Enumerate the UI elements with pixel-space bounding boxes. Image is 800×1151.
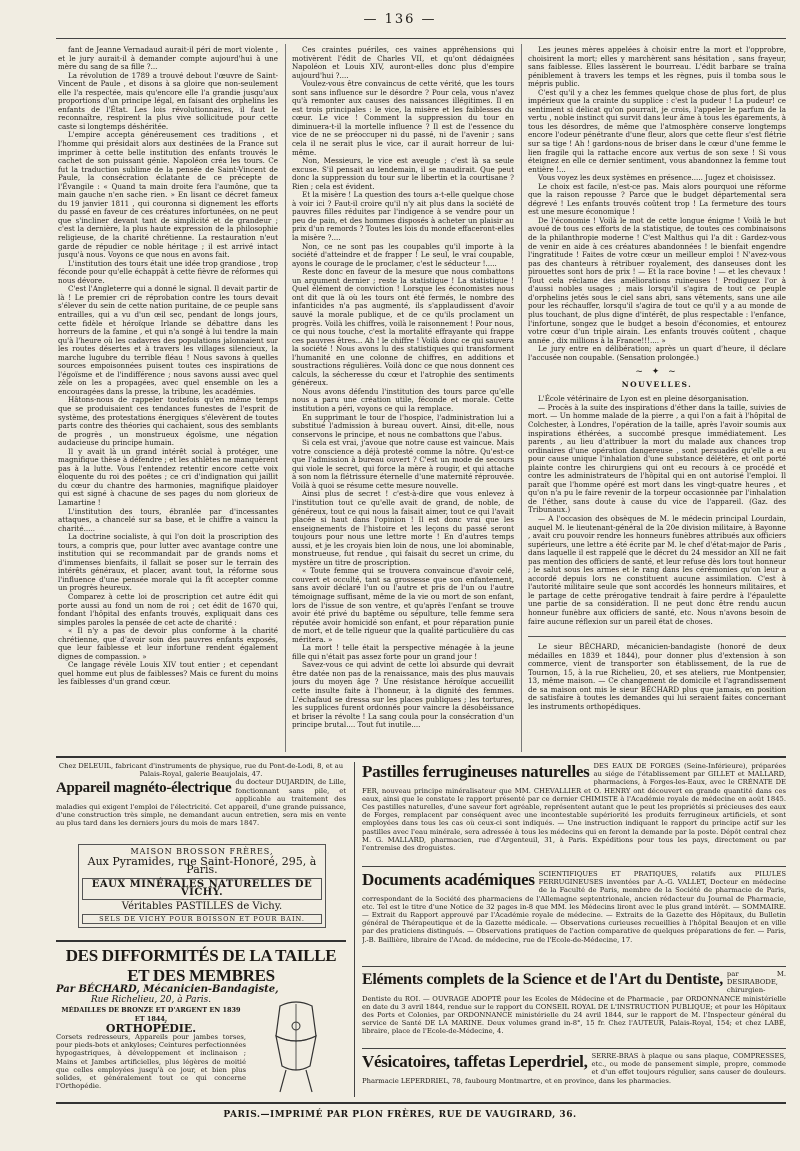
article-paragraph: Reste donc en faveur de la mesure que nous combattons un argument dernier ; reste la statistique ! La statistique ! Quel élément de conviction ! Lorsque les économistes nous ont dit que là où les tours ont été fermés, le nombre des infanticides n'a pas augmenté, ils s'applaudissent d'avoir sauvé la morale publique, et de ce qu'ils proclament un progrès. Voilà les chiffres, voilà le raisonnement ! Pour nous, ce qui nous touche, c'est la mortalité effrayante qui frappe ces pauvres êtres... Ah ! le chiffre ! Voilà donc ce qui sauvera la société ! Nous avons lu des statistiques qui transforment l'humanité en une colonne de chiffres, en additions et soustractions régulières. Voilà donc ce que nous donnent ces calculs, la sécheresse du cœur et l'atrophie des sentiments généreux. (292, 267, 514, 388)
ortho-block (56, 996, 346, 1096)
article-paragraph: De l'économie ! Voilà le mot de cette longue énigme ! Voilà le but avoué de tous ces efforts de la statistique, de toutes ces combinaisons de la philanthropie moderne ! C'est Malthus qui l'a dit : Gardez-vous de venir en aide à ces créatures abandonnées ! le bienfait engendre l'ingratitude ! Faites de votre cœur un meilleur emploi ! N'avez-vous pas des chanteurs à rétribuer royalement, des danseuses dont les pirouettes sont hors de prix ! — Et la race bovine ! — et les chevaux ! Tout cela réclame des améliorations ruineuses ! Prodiguez l'or à d'aussi nobles usages ; mais lorsqu'il s'agira de tout ce peuple d'orphelins jetés sous le ciel sans abri, sans vêtements, sans une aile pour les réchauffer, lorsqu'il s'agira de tout ce qu'il y a au monde de plus touchant, de plus digne d'intérêt, de plus respectable : l'enfance, l'infortune, songez que le budget a besoin d'économies, et entourez votre cœur d'un triple airain. Les enfants trouvés coûtent , chaque année , dix millions à la France!!!.... » (528, 215, 786, 345)
page-number: — 136 — (363, 12, 437, 27)
nouvelles-body (528, 395, 786, 626)
article-paragraph: C'est l'Angleterre qui a donné le signal. Il devait partir de là ! Le premier cri de réprobation contre les tours devait s'élever du sein de cette nation puritaine, de ce peuple sans entrailles, qui a vu d'un œil sec, pendant de longs jours, cette fidèle et héroïque Irlande se débattre dans les horreurs de la famine , et qui n'a songé à lui tendre la main qu'à l'heure où les cadavres des populations jalonnaient sur les routes désertes et à travers les villages silencieux, la marche lugubre du terrible fléau ! Nous savons à quelles sources empoisonnées puisent toutes ces inspirations de l'égoïsme et de l'indifférence ; nous savons aussi avec quel zèle on les a propagées, avec quel ensemble on les a encouragées dans la presse, la tribune, les académies. (58, 284, 278, 396)
ad-documents (362, 870, 786, 962)
elements-text: par M. DESIRABODE, chirurgien-Dentiste du ROI. — OUVRAGE ADOPTÉ pour les Ecoles de Médecine et de Pharmacie , par ORDONNANCE ministérielle en date du 3 avril 1844, rendue sur le rapport du CONSEIL ROYAL DE L'INSTRUCTION PUBLIQUE; et pour les Hôpitaux des Ports et Colonies, par ORDONNANCE ministérielle du 24 avril 1844, sur le rapport de M. l'Inspecteur général du service de Santé DE LA MARINE. Deux volumes grand in-8°, 15 fr. Chez l'AUTEUR, Palais-Royal, 154; et chez LABÉ, libraire, place de l'Ecole-de-Médecine, 4. (362, 970, 786, 1036)
article-paragraph: Non, ce ne sont pas les coupables qu'il importe à la société d'atteindre et de frapper ! Le seul, le vrai coupable, ayons le courage de le proclamer, c'est le séducteur !..... (292, 241, 514, 268)
pastilles-title: Pastilles ferrugineuses naturelles (362, 762, 590, 781)
ornament-divider: ~ ✦ ~ (635, 367, 679, 378)
corset-illustration (250, 996, 342, 1096)
footer-rule (56, 1102, 786, 1104)
ad-vesicatoires (362, 1052, 786, 1096)
documents-title: Documents académiques (362, 870, 535, 889)
vichy-box (78, 844, 326, 928)
article-paragraph: L'institution des tours était une idée trop grandiose , trop féconde pour qu'elle échappât à cette fièvre de réformes qui nous dévore. (58, 258, 278, 285)
ads-column-divider (354, 762, 355, 1097)
article-paragraph: Ainsi plus de secret ! c'est-à-dire que vous enlevez à l'institution tout ce qu'elle avait de grand, de noble, de généreux, tout ce qui nous la faisait aimer, tout ce qui l'avait placée si haut dans l'opinion ! Il est donc vrai que les enseignements de l'histoire et les leçons du passé seront toujours pour nous une lettre morte ! En d'autres temps aussi, et je les croyais bien loin de nous, une loi abominable, monstrueuse, fut rendue , qui faisait du secret un crime, du mystère un titre de proscription. (292, 489, 514, 567)
appareil-text: du docteur DUJARDIN, de Lille, fonctionnant sans pile, et applicable au traitement des maladies qui exigent l'emploi de l'électricité. Cet appareil, d'une grande puissance, d'une construction très simple, ne demandant aucun entretien, sera mis en vente au plus tard dans les derniers jours du mois de mars 1847. (56, 778, 346, 828)
vichy-sub: Véritables PASTILLES de Vichy. (121, 901, 283, 913)
bechard-line: Par BÉCHARD, Mécanicien-Bandagiste, (56, 984, 279, 995)
ortho-text: Corsets redresseurs, Appareils pour jambes torses, pour pieds-bots et ankyloses; Ceintures perfectionnées hypogastriques, à développement et inclinaison ; Mains et Jambes artificielles, plus légères de moitié que celles employées jusqu'à ce jour, et bien plus solides, et généralement tout ce qui concerne l'Orthopédie. (56, 1033, 246, 1091)
column-3 (528, 46, 786, 752)
ad-divider (56, 940, 346, 942)
difformites-title: DES DIFFORMITÉS DE LA TAILLE ET DES MEMBRES (65, 946, 337, 985)
ad-vichy (78, 844, 326, 934)
article-paragraph: La mort ! telle était la perspective ménagée à la jeune fille qui n'était pas assez forte pour un grand jour ! (292, 643, 514, 661)
brosson-name: MAISON BROSSON FRÈRES, (130, 847, 274, 856)
ad-elements (362, 970, 786, 1044)
article-paragraph: Nous avons défendu l'institution des tours parce qu'elle nous a paru une création utile, féconde et morale. Cette institution a péri, voyons ce qui la remplace. (292, 386, 514, 413)
medailles: MÉDAILLES DE BRONZE ET D'ARGENT EN 1839 ET 1844. (61, 1006, 241, 1023)
vesicatoires-title: Vésicatoires, taffetas Leperdriel, (362, 1052, 588, 1071)
article-paragraph: fant de Jeanne Vernadaud aurait-il péri de mort violente , et le jury aurait-il à demander compte aujourd'hui à une mère du sang de sa fille ?... (58, 46, 278, 72)
article-paragraph: La doctrine socialiste, à qui l'on doit la proscription des tours, a compris que, pour lutter avec avantage contre une institution qui se recommandait par de grands noms et d'immenses bienfaits, il fallait se poser sur le terrain des intérêts généraux, et placer, avant tout, la réforme sous l'influence d'une pensée morale qui la fît accepter comme un progrès heureux. (58, 532, 278, 593)
article-paragraph: Si cela est vrai, j'avoue que notre cause est vaincue. Mais votre conscience a déjà protesté comme la nôtre. Qu'est-ce que l'admission à bureau ouvert ? C'est un mode de secours qui viole le secret, qui force la mère à rougir, et qui attache à son nom la flétrissure éternelle d'une maternité réprouvée. Voilà à quoi se résume cette mesure nouvelle. (292, 438, 514, 490)
article-paragraph: Le choix est facile, n'est-ce pas. Mais alors pourquoi une réforme que la raison repousse ? Parce que le budget départemental sera dégrevé ! Les enfants trouvés coûtent trop ! La fermeture des tours est une mesure économique ! (528, 181, 786, 217)
ad-divider (362, 966, 786, 967)
article-paragraph: Et la misère ! La question des tours a-t-elle quelque chose à voir ici ? Faut-il croire qu'il n'y ait plus dans la société de pauvres filles réduites par l'indigence à se vendre pour un peu de pain, et des hommes disposés à acheter un plaisir au prix d'un remords ? Toutes les lois du monde effaceront-elles la misère ?.... (292, 190, 514, 243)
column-1 (58, 46, 278, 752)
imprint-footer: PARIS.—IMPRIMÉ PAR PLON FRÈRES, RUE DE VAUGIRARD, 36. (223, 1110, 577, 1120)
column-2 (292, 46, 514, 752)
article-paragraph: Ce langage révèle Louis XIV tout entier ; et cependant quel homme eut plus de faiblesses? Mais ce furent du moins les faiblesses d'un grand cœur. (58, 660, 278, 687)
article-paragraph: Ces craintes puériles, ces vaines appréhensions qui motivèrent l'édit de Charles VII, et qu'ont dédaignées Napoléon et Louis XIV, auront-elles donc plus d'empire aujourd'hui ?.... (292, 46, 514, 80)
pastilles-text: DES EAUX DE FORGES (Seine-Inférieure), préparées au siége de l'établissement par GILLET et MALLARD, pharmaciens, à Forges-les-Eaux, avec le CRÉNATE DE FER, nouveau principe minéralisateur que MM. CHEVALLIER et O. HENRY ont découvert en grande quantité dans ces eaux, ainsi que le constate le rapport présenté par ce dernier CHIMISTE à l'Académie royale de médecine en août 1845. Ces pastilles naturelles, d'une saveur fort agréable, représentent autant que le peut les propriétés si précieuses des eaux de Forges, remplacent par conséquent avec une incontestable supériorité les produits ferrugineux artificiels, et sont employées dans tous les cas où ceux-ci sont indiqués. — Une instruction indiquant le rapport du principe actif sur les pastilles avec l'eau minérale, sera adressée à tous les médecins qui en feront la demande par la poste. Dépôt central chez M. G. MALLARD, pharmacien, rue d'Argenteuil, 31, à Paris. Expéditions pour tous les pays, directement ou par l'entremise des droguistes. (362, 762, 786, 853)
article-paragraph: Hâtons-nous de rappeler toutefois qu'en même temps que se produisaient ces tendances funestes de l'esprit de système, des protestations énergiques s'élevèrent de toutes parts contre des théories qui cachaient, sous des semblants de progrès , un monstrueux égoïsme, une négation audacieuse du principe humain. (58, 395, 278, 448)
bechard-notice (528, 636, 786, 711)
article-paragraph: « Toute femme qui se trouvera convaincue d'avoir celé, couvert et occulté, tant sa grossesse que son enfantement, sans avoir déclaré l'un ou l'autre et pris de l'un ou l'autre témoignage suffisant, même de la vie ou mort de son enfant, lors de l'issue de son ventre, et qu'après l'enfant se trouve avoir été privé du baptême ou sépulture, telle femme sera réputée avoir homicidé son enfant, et pour réparation punie de mort, et de telle rigueur que la qualité particulière du cas méritera. » (292, 566, 514, 644)
vichy-foot: SELS DE VICHY POUR BOISSON ET POUR BAIN. (82, 914, 322, 924)
article-paragraph: C'est qu'il y a chez les femmes quelque chose de plus fort, de plus impérieux que la crainte du supplice : c'est la pudeur ! La pudeur! ce sentiment si délicat qu'on pourrait, je crois, l'appeler le parfum de la vertu , noble instinct qui survit dans leur âme à tous les égarements, à tous les désordres, de même que l'atmosphère conserve longtemps encore l'odeur pénétrante d'une fleur, alors que cette fleur s'est flétrie sur sa tige ! Ah ! gardons-nous de briser dans le cœur d'une femme le lien fragile qui la rattache encore aux vertus de son sexe ! Si vous éteignez en elle ce dernier sentiment, vous abandonnez la femme tout entière !... (528, 87, 786, 174)
article-paragraph: Voulez-vous être convaincus de cette vérité, que les tours sont sans influence sur le désordre ? Pour cela, vous n'avez qu'à remonter aux causes des naissances illégitimes. Il en est trois principales : le vice, la misère et les faiblesses du cœur. Le vice ! Comment la suppression du tour en diminuera-t-il la mortelle influence ? Il est de l'essence du vice de ne se préoccuper ni du passé, ni de l'avenir ; sans cela il ne serait plus le vice, car il aurait horreur de lui-même. (292, 79, 514, 157)
vichy-title: EAUX MINÉRALES NATURELLES DE VICHY. (82, 878, 322, 900)
article-paragraph: Vous voyez les deux systèmes en présence..... Jugez et choisissez. (538, 173, 776, 183)
nouvelles-paragraph: L'École vétérinaire de Lyon est en pleine désorganisation. (538, 394, 749, 404)
column-divider (285, 44, 286, 752)
brosson-address: Aux Pyramides, rue Saint-Honoré, 295, à Paris. (87, 855, 317, 877)
ad-difformites (56, 946, 346, 1096)
article-paragraph: Les jeunes mères appelées à choisir entre la mort et l'opprobre, choisirent la mort; elles y marchèrent sans hésitation , sans frayeur, sans faiblesse. Elles lassèrent le bourreau. L'édit barbare se traîna péniblement à travers les temps et les règnes, puis il tomba sous le mépris public. (528, 46, 786, 89)
vesicatoires-text: SERRE-BRAS à plaque ou sans plaque, COMPRESSES, etc., ou mode de pansement simple, propre, commode et d'un effet toujours régulier, sans causer de douleurs. Pharmacie LEPERDRIEL, 78, faubourg Montmartre, et en province, dans les pharmacies. (362, 1052, 786, 1085)
article-paragraph: En supprimant le tour de l'hospice, l'administration lui a substitué l'admission à bureau ouvert. Ainsi, dit-elle, nous conservons le principe, et nous ne combattons que l'abus. (292, 412, 514, 439)
nouvelles-paragraph: — Procès à la suite des inspirations d'éther dans la taille, suivies de mort. — Un homme malade de la pierre , a qui l'on a fait à l'hôpital de Colchester, à Londres, l'opération de la taille, après l'avoir soumis aux inspirations éthérées, a succombé presque immédiatement. Les parents , au lieu d'attribuer la mort du malade aux chances trop ordinaires d'une opération dangereuse , sont persuadés qu'elle a eu pour cause unique l'inhalation d'une substance délétère, et ont porté plainte contre les chirurgiens qui ont eu recours à ce procédé et contre les administrateurs de l'hôpital qui en ont autorisé l'emploi. Il paraît que l'homme opéré est mort dans les vingt-quatre heures , et qu'on n'a pu le faire revenir de la torpeur occasionnée par l'inhalation de l'éther, sans doute à cause du vice de l'appareil. (Gaz. des Tribunaux.) (528, 402, 786, 515)
notice-text: Le sieur BÉCHARD, mécanicien-bandagiste (honoré de deux médailles en 1839 et 1844), pour donner plus d'extension à son commerce, vient de transporter son établissement, de la rue de Tournon, 15, à la rue Richelieu, 20, et ses ateliers, rue Montpensier, 13, même maison. — Ce changement de domicile et l'agrandissement de sa maison ont mis le sieur BÉCHARD plus que jamais, en position de satisfaire à toutes les demandes qui lui seraient faites concernant les instruments orthopédiques. (528, 642, 786, 711)
article-paragraph: L'institution des tours, ébranlée par d'incessantes attaques, a chancelé sur sa base, et le chiffre a vaincu la charité..... (58, 506, 278, 533)
nouvelles-heading: NOUVELLES. (621, 379, 693, 389)
article-paragraph: Non, Messieurs, le vice est aveugle ; c'est là sa seule excuse. S'il pensait au lendemain, il se maudirait. Que peut donc la suppression du tour sur le libertin et la courtisane ? Rien ; cela est évident. (292, 156, 514, 191)
nouvelles-paragraph: — A l'occasion des obsèques de M. le médecin principal Lourdain, auquel M. le lieutenant-général de la 20e division militaire, à Bayonne , avait cru pouvoir rendre les honneurs funèbres attribués aux officiers supérieurs, une lettre a été écrite par M. le chef d'état-major de Paris , dans laquelle il est rappelé que le décret du 24 messidor an XII ne fait pas mention des officiers de santé, et leur refuse dès lors tout honneur ; le salut sous les armes et le rang dans les cérémonies qu'on leur a accordé depuis lors ne constituent aucune assimilation. C'est à l'autorité militaire seule que sont accordés les honneurs militaires, et le partage de cette prérogative tendrait à faire perdre à l'épaulette une partie de sa considération. Il ne peut donc être rendu aucun honneur funèbre aux officiers de santé, etc. Nous n'avons besoin de faire aucune réflexion sur un pareil état de choses. (528, 513, 786, 626)
documents-text: SCIENTIFIQUES ET PRATIQUES, relatifs aux PILULES FERRUGINEUSES inventées par A.-G. VALLET, Docteur en médecine de la Faculté de Paris, membre de la Société de pharmacie de Paris, correspondant de la Société des pharmaciens de l'Allemagne septentrionale, ancien rédacteur du Journal de Pharmacie, etc. Tel est le titre d'une Notice de 32 pages in-8 que MM. les Médecins liront avec le plus grand intérêt. — SOMMAIRE. — Extrait du Rapport approuvé par l'Académie royale de médecine. — Extraits de la Gazette des Hôpitaux, du Bulletin général de Thérapeutique et de la Gazette médicale. — Observations curieuses recueillies à l'hôpital Beaujon et en ville par des praticiens distingués. — Observations pratiques de l'action comparative de quelques préparations de fer. — Paris, J.-B. Baillière, libraire de l'Acad. de médecine, rue de l'Ecole-de-Médecine, 17. (362, 870, 786, 944)
article-paragraph: Le jury entre en délibération; après un quart d'heure, il déclare l'accusée non coupable. (Sensation prolongée.) (528, 344, 786, 362)
column-3-body (528, 46, 786, 362)
ad-appareil (56, 762, 346, 838)
header-rule (56, 38, 786, 39)
appareil-title: Appareil magnéto-électrique (56, 780, 232, 797)
article-paragraph: Comparez à cette loi de proscription cet autre édit qui porte aussi au fond un nom de roi ; cet édit de 1670 qui, fondant l'hôpital des enfants trouvés, expliquait dans ces simples paroles la pensée de cet acte de charité : (58, 592, 278, 627)
ads-rule (56, 756, 786, 758)
article-paragraph: « Il n'y a pas de devoir plus conforme à la charité chrétienne, que d'avoir soin des pauvres enfants exposés, que leur faiblesse et leur infortune rendent également dignes de compassion. » (58, 626, 278, 661)
advertisements (56, 762, 786, 1097)
ad-pastilles (362, 762, 786, 862)
elements-title: Eléments complets de la Science et de l'Art du Dentiste, (362, 971, 723, 988)
ad-divider (362, 1048, 786, 1049)
column-divider (521, 44, 522, 752)
ad-divider (362, 866, 786, 867)
ortho-title: ORTHOPÉDIE. (105, 1021, 197, 1035)
deleuil-intro: Chez DELEUIL, fabricant d'instruments de physique, rue du Pont-de-Lodi, 8, et au Palais-Royal, galerie Beaujolais, 47. (58, 762, 344, 779)
bechard-address: Rue Richelieu, 20, à Paris. (90, 995, 212, 1006)
article-paragraph: La révolution de 1789 a trouvé debout l'œuvre de Saint-Vincent de Paule , et disons à sa gloire que non-seulement elle l'a respectée, mais qu'encore elle l'a grandie jusqu'aux proportions d'un principe légal, en faisant des orphelins les enfants de l'État. Les lois révolutionnaires, il faut le reconnaître, respirent la plus vive sollicitude pour cette caste si longtemps déshéritée. (58, 70, 278, 131)
article-paragraph: Il y avait là un grand intérêt social à protéger, une magnifique thèse à défendre ; et les athlètes ne manquèrent pas à la lutte. Vous l'entendez retentir encore cette voix éloquente du roi des poëtes ; ce cri d'indignation qui jaillit du cœur du chantre des harmonies, magnifique plaidoyer qui est signé à chacune de ses pages du nom glorieux de Lamartine ! (58, 446, 278, 507)
article-paragraph: L'empire accepta généreusement ces traditions , et l'homme qui présidait alors aux destinées de la France sut imprimer à cette belle institution des enfants trouvés le cachet de son puissant génie. Napoléon créa les tours. Ce fut la traduction sublime de la pensée de Saint-Vincent de Paule, la consécration éclatante de ce précepte de l'Évangile : « Quand ta main droite fera l'aumône, que ta main gauche n'en sache rien. » En lisant ce décret fameux du 19 janvier 1811 , qui couronna si dignement les efforts du passé en faveur de ces créatures infortunées, on ne peut que s'incliner devant tant de simplicité et de grandeur ; c'est la dernière, la plus haute expression de la philosophie religieuse, de la charité chrétienne. La restauration n'eut garde de répudier ce noble héritage ; il est arrivé intact jusqu'à nous. Voyons ce que nous en avons fait. (58, 130, 278, 260)
article-paragraph: Savez-vous ce qui advint de cette loi absurde qui devrait être datée non pas de la renaissance, mais des plus mauvais jours du moyen âge ? Une résistance héroïque accueillit cette insulte faite à l'honneur, à la dignité des femmes. L'échafaud se dressa sur les places publiques ; les tortures, les supplices furent ordonnés pour vaincre la désobéissance et briser la révolte ! La sang coula pour la consécration d'un principe brutal.... Tout fut inutile.... (292, 660, 514, 730)
ortho-text-col (56, 996, 246, 1096)
